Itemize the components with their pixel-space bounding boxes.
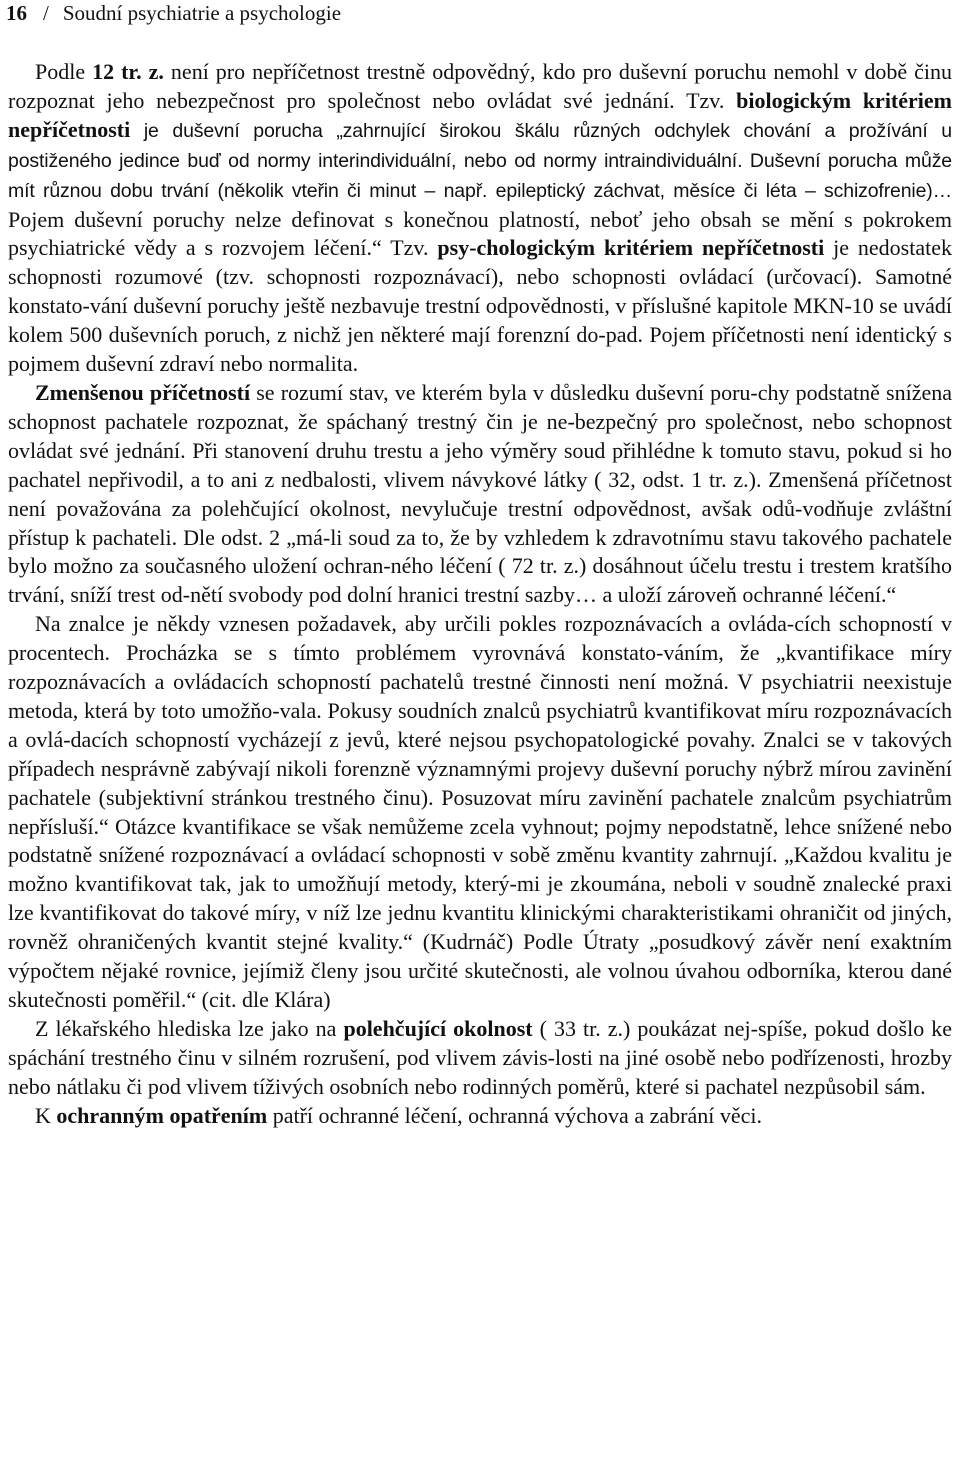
term-mitigating-circumstance: polehčující okolnost [343, 1015, 533, 1041]
text-run: se rozumí stav, ve kterém byla v důsledku duševní poru-chy podstatně snížena schopnost pachatele rozpoznat, že spáchaný trestný čin je ne-bezpečný pro společnost, nebo schopnost ovládat své jednání. Při stanovení druhu trestu a jeho výměry soud přihlédne k tomuto stavu, pokud si ho pachatel nepřivodil, a to ani z nedbalosti, vlivem návykové látky ( 32, odst. 1 tr. z.). Zmenšená příčetnost není považována za polehčující okolnost, nevylučuje trestní odpovědnost, avšak odů-vodňuje zvláštní přístup k pachateli. Dle odst. 2 „má-li soud za to, že by vzhledem k zdravotnímu stavu takového pachatele bylo možno za současného uložení ochran-ného léčení ( 72 tr. z.) dosáhnout účelu trestu i trestem kratšího trvání, sníží trest od-nětí svobody pod dolní hranici trestní sazby… a uloží zároveň ochranné léčení.“ [8, 379, 953, 608]
term-psychological-criterion: psy-chologickým kritériem nepříčetnosti [437, 235, 825, 261]
text-run: Z lékařského hlediska lze jako na [35, 1015, 344, 1041]
text-run: ( 33 tr. z.) poukázat nej-spíše, pokud došlo ke spáchání trestného činu v silném rozrušení, pod vlivem závis-losti na jiné osobě nebo podřízenosti, hrozby nebo nátlaku či pod vlivem tíživých osobních nebo rodinných poměrů, které si pachatel nezpůsobil sám. [8, 1015, 952, 1099]
text-run: Podle [35, 59, 93, 84]
text-run: K [35, 1102, 57, 1128]
paragraph-polehcujici-okolnost [8, 1015, 952, 1102]
paragraph-zmensena-pricetnost [8, 379, 952, 610]
running-header [6, 0, 341, 26]
text-run: patří ochranné léčení, ochranná výchova a zabrání věci. [267, 1102, 762, 1128]
paragraph-kvantifikace [8, 610, 952, 1015]
quoted-definition: je duševní porucha „zahrnující širokou škálu různých odchylek chování a prožívání u postiženého jedince buď od normy interindividuální, nebo od normy intraindividuální. Duševní porucha může mít různou dobu trvání (několik vteřin či minut – např. epileptický záchvat, měsíce či léta – schizofrenie)… [8, 119, 952, 202]
text-run: není pro nepříčetnost trestně odpovědný, kdo pro duševní poruchu nemohl v době činu rozpoznat jeho nebezpečnost pro společnost nebo ovládat své jednání. Tzv. [8, 59, 952, 113]
text-run: je nedostatek schopnosti rozumové (tzv. schopnosti rozpoznávací), nebo schopnosti ovládací (určovací). Samotné konstato-vání duševní poruchy ještě nezbavuje trestní odpovědnosti, v příslušné kapitole MKN-10 se uvádí kolem 500 duševních poruch, z nichž jen některé mají forenzní do-pad. Pojem příčetnosti není identický s pojmem duševní zdraví nebo normalita. [8, 235, 952, 377]
law-reference: 12 tr. z. [92, 59, 164, 84]
paragraph-nepricetnost [8, 58, 952, 379]
page-body [8, 58, 952, 1131]
page-number: 16 [6, 1, 27, 25]
term-biological-criterion: biologickým kritériem nepříčetnosti [8, 87, 952, 142]
term-protective-measures: ochranným opatřením [56, 1102, 268, 1128]
book-title: Soudní psychiatrie a psychologie [62, 1, 342, 25]
paragraph-ochranna-opatreni [8, 1102, 952, 1131]
text-run: Pojem duševní poruchy nelze definovat s konečnou platností, neboť jeho obsah se mění s pokrokem psychiatrické vědy a s rozvojem léčení.“ Tzv. [8, 206, 952, 261]
header-separator: / [43, 1, 49, 25]
text-run: Na znalce je někdy vznesen požadavek, aby určili pokles rozpoznávacích a ovláda-cích schopností v procentech. Procházka se s tímto problémem vyrovnává konstato-váním, že „kvantifikace míry rozpoznávacích a ovládacích schopností pachatelů trestné činnosti není možná. V psychiatrii neexistuje metoda, která by toto umožňo-vala. Pokusy soudních znalců psychiatrů kvantifikovat míru rozpoznávacích a ovlá-dacích schopností vycházejí z jevů, které nejsou psychopatologické povahy. Znalci se v takových případech nesprávně zabývají nikoli forenzně významnými projevy duševní poruchy nýbrž mírou zavinění pachatele (subjektivní stránkou trestného činu). Posuzovat míru zavinění pachatele znalcům psychiatrům nepřísluší.“ Otázce kvantifikace se však nemůžeme zcela vyhnout; pojmy nepodstatně, lehce snížené nebo podstatně snížené rozpoznávací a ovládací schopnosti v sobě změnu kvantity zahrnují. „Každou kvalitu je možno kvantifikovat tak, jak to umožňují metody, který-mi je zkoumána, neboli v soudně znalecké praxi lze kvantifikovat do takové míry, v níž lze jednu kvantitu klinickými charakteristikami ohraničit od jiných, rovněž ohraničených kvantit stejné kvality.“ (Kudrnáč) Podle Útraty „posudkový závěr není exaktním výpočtem nějaké rovnice, jejímiž členy jsou určité skutečnosti, ale volnou úvahou odborníka, kterou dané skutečnosti poměřil.“ (cit. dle Klára) [8, 611, 952, 1012]
term-diminished-responsibility: Zmenšenou příčetností [35, 379, 251, 405]
